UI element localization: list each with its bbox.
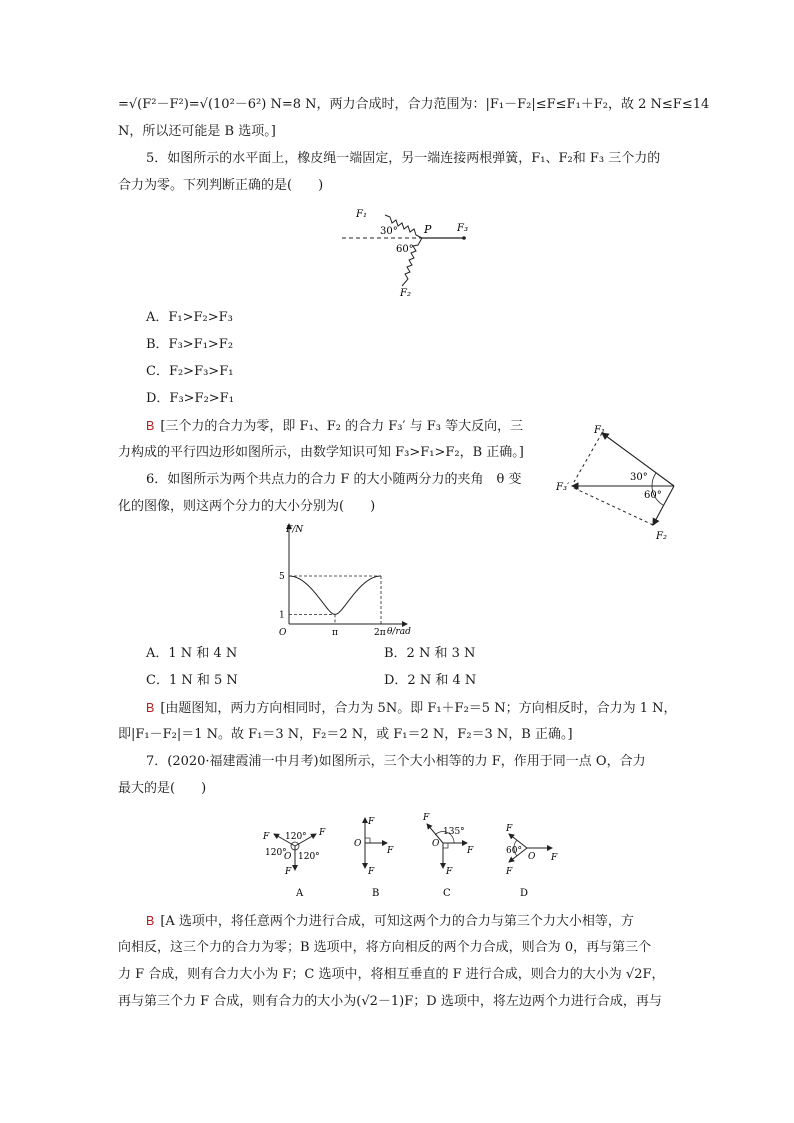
svg-text:F: F (368, 817, 375, 827)
q7-explanation-3: 力 F 合成，则有合力大小为 F；C 选项中，将相互垂直的 F 进行合成，则合力的大小为 √2F， (118, 967, 665, 982)
q6-ytick-5: 5 (279, 572, 285, 582)
q7-stem-2: 最大的是( ) (118, 781, 207, 796)
q6-xlabel: θ/rad (387, 627, 411, 637)
q5-fig2-f1: F₁ (594, 425, 605, 436)
q7-explanation-1: B [A 选项中，将任意两个力进行合成，可知这两个力的合力与第三个力大小相等，方 (146, 914, 634, 929)
q5-fig2-f3p: F₃′ (556, 482, 570, 493)
q5-stem-2: 合力为零。下列判断正确的是( ) (118, 178, 324, 193)
q7-label-b: B (372, 888, 380, 899)
q7-stem-1: 7．(2020·福建霞浦一中月考)如图所示，三个大小相等的力 F，作用于同一点 O，合力 (146, 754, 646, 769)
q6-option-a: A．1 N 和 4 N (146, 646, 238, 661)
q6-option-d: D．2 N 和 4 N (384, 673, 477, 688)
q7-figure-c (422, 813, 474, 899)
q5-angle-60: 60° (396, 244, 414, 255)
q6-stem-1: 6．如图所示为两个共点力的合力 F 的大小随两分力的夹角 θ 变 (146, 472, 522, 487)
svg-text:120°: 120° (285, 832, 307, 842)
svg-text:60°: 60° (506, 846, 522, 856)
q6-explanation-2: 即|F₁－F₂|＝1 N。故 F₁＝3 N，F₂＝2 N，或 F₁＝2 N，F₂＝3 N，B 正确。] (118, 727, 573, 742)
q5-option-d: D．F₃>F₂>F₁ (146, 391, 234, 406)
q7-figures (255, 808, 575, 903)
q6-answer: B (146, 701, 155, 715)
carry-line-1: =√(F²－F²)=√(10²－6²) N=8 N，两力合成时，合力范围为：|F₁－F₂|≤F≤F₁＋F₂，故 2 N≤F≤14 (118, 97, 710, 112)
q6-ylabel: F/N (286, 525, 304, 535)
svg-text:O: O (528, 852, 536, 862)
svg-text:O: O (284, 852, 292, 862)
q7-figure-d (505, 824, 558, 899)
q5-dash-1 (574, 433, 602, 482)
q6-xtick-pi: π (332, 628, 338, 638)
q7-figure-b (354, 817, 394, 899)
svg-text:F: F (551, 853, 558, 863)
q5-fig2-a30: 30° (630, 472, 648, 483)
q7-explanation-4: 再与第三个力 F 合成，则有合力的大小为(√2－1)F；D 选项中，将左边两个力进行合成，再与 (118, 994, 662, 1009)
q5-parallelogram-figure (552, 418, 692, 543)
q5-stem-1: 5．如图所示的水平面上，橡皮绳一端固定，另一端连接两根弹簧，F₁、F₂和 F₃ 三个力的 (146, 151, 661, 166)
q5-fig2-f2: F₂ (656, 531, 667, 542)
q6-explanation-1: B [由题图知，两力方向相同时，合力为 5N。即 F₁＋F₂＝5 N；方向相反时，合力为 1 N， (146, 701, 677, 716)
q6-option-b: B．2 N 和 3 N (384, 646, 476, 661)
q7-label-a: A (296, 888, 304, 899)
svg-text:F: F (506, 824, 513, 834)
q7-explanation-2: 向相反，这三个力的合力为零；B 选项中，将方向相反的两个力合成，则合为 0，再与第三个 (118, 940, 652, 955)
svg-text:F: F (423, 813, 430, 823)
svg-text:F: F (467, 846, 474, 856)
q5-option-a: A．F₁>F₂>F₃ (146, 310, 233, 325)
q7-figure-a (262, 828, 326, 899)
q5-answer: B (146, 419, 155, 433)
svg-text:O: O (432, 839, 440, 849)
q5-angle-30: 30° (380, 226, 398, 237)
q5-figure (340, 200, 480, 300)
q5-dash-2 (574, 488, 653, 525)
q5-explanation-1: B [三个力的合力为零，即 F₁、F₂ 的合力 F₃′ 与 F₃ 等大反向，三 (146, 419, 524, 434)
q5-f1-label: F₁ (356, 209, 367, 220)
q7-label-c: C (443, 888, 451, 899)
q5-f2-label: F₂ (400, 288, 411, 299)
q5-option-c: C．F₂>F₃>F₁ (146, 364, 234, 379)
q6-option-c: C．1 N 和 5 N (146, 673, 238, 688)
carry-line-2: N，所以还可能是 B 选项。] (118, 124, 276, 139)
q7-label-d: D (520, 888, 529, 899)
svg-text:120°: 120° (298, 852, 320, 862)
svg-text:135°: 135° (443, 827, 465, 837)
q7-answer: B (146, 914, 155, 928)
svg-text:F: F (285, 867, 292, 877)
q6-origin: O (279, 628, 287, 638)
q6-stem-2: 化的图像，则这两个分力的大小分别为( ) (118, 499, 376, 514)
q5-f3-label: F₃ (457, 223, 468, 234)
svg-text:F: F (368, 867, 375, 877)
q5-explanation-2: 力构成的平行四边形如图所示，由数学知识可知 F₃>F₁>F₂，B 正确。] (118, 445, 524, 460)
q6-xtick-2pi: 2π (374, 628, 386, 638)
svg-text:F: F (387, 846, 394, 856)
q6-ytick-1: 1 (279, 610, 285, 621)
svg-text:O: O (354, 839, 362, 849)
svg-text:F: F (506, 867, 513, 877)
q5-p-label: P (424, 223, 432, 236)
svg-text:F: F (446, 867, 453, 877)
q6-chart (272, 518, 422, 638)
svg-text:F: F (263, 832, 270, 842)
svg-text:F: F (319, 828, 326, 838)
q5-fig2-a60: 60° (644, 490, 662, 501)
q6-series-line (289, 576, 381, 614)
q5-option-b: B．F₃>F₁>F₂ (146, 337, 234, 352)
svg-text:120°: 120° (265, 848, 287, 858)
